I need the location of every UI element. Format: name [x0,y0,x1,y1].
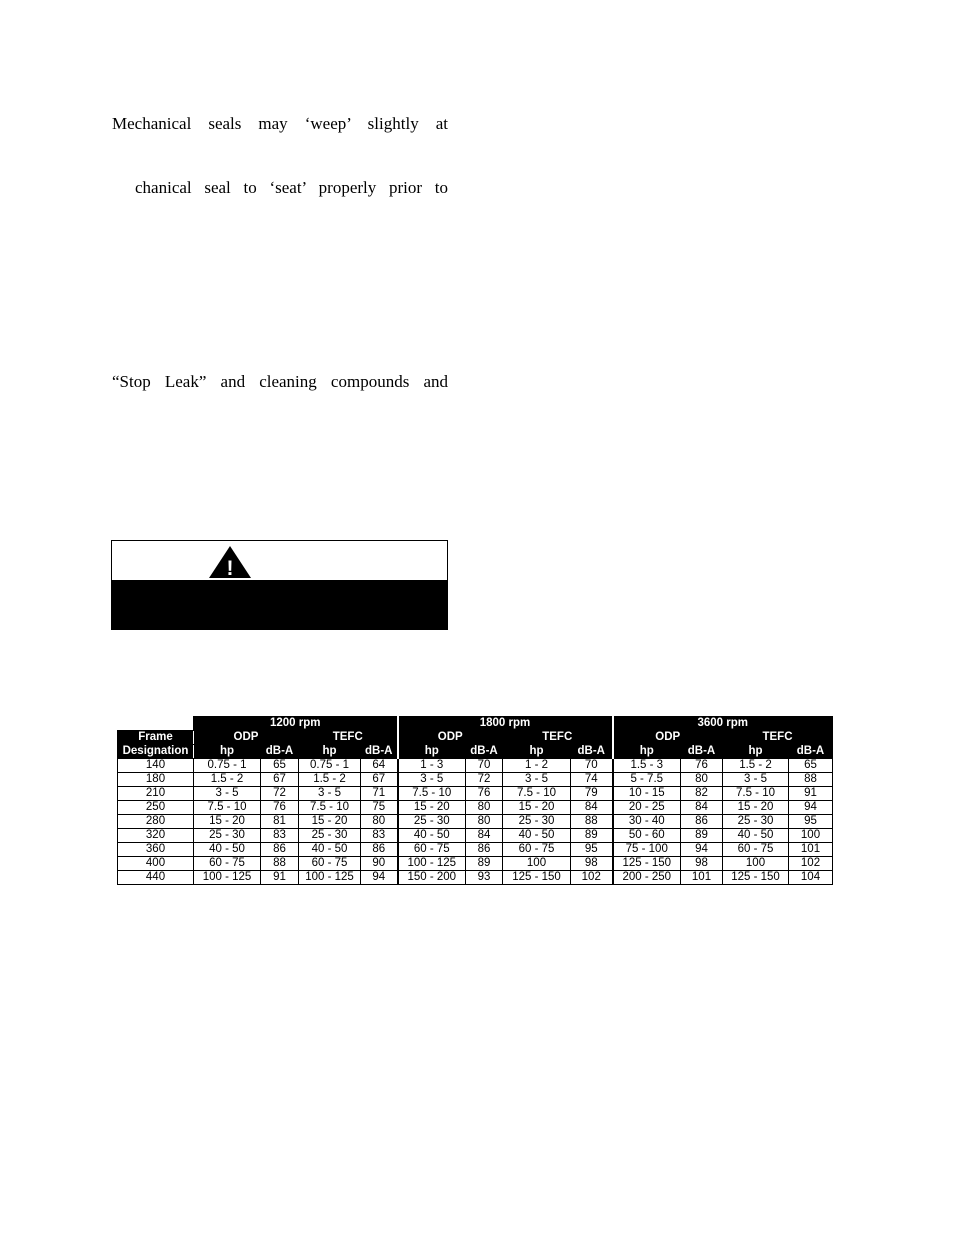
hp-cell: 1 - 2 [503,759,571,773]
dba-cell: 72 [261,787,299,801]
hp-cell: 100 - 125 [194,871,261,885]
warning-symbol: ! [226,557,234,579]
dba-cell: 70 [571,759,613,773]
hp-cell: 1.5 - 3 [613,759,681,773]
dba-cell: 93 [466,871,503,885]
hp-cell: 7.5 - 10 [398,787,466,801]
speed-header: 3600 rpm [613,717,833,731]
hp-cell: 3 - 5 [299,787,361,801]
hp-cell: 125 - 150 [723,871,789,885]
dba-cell: 91 [261,871,299,885]
hp-cell: 1.5 - 2 [723,759,789,773]
dba-cell: 95 [571,843,613,857]
hp-cell: 15 - 20 [299,815,361,829]
hp-cell: 7.5 - 10 [723,787,789,801]
hp-cell: 1 - 3 [398,759,466,773]
hp-cell: 25 - 30 [299,829,361,843]
hp-cell: 15 - 20 [398,801,466,815]
dba-cell: 75 [361,801,398,815]
table-row [118,871,833,885]
dba-cell: 89 [466,857,503,871]
dba-cell: 74 [571,773,613,787]
hp-cell: 40 - 50 [723,829,789,843]
hp-cell: 125 - 150 [503,871,571,885]
hp-cell: 100 [723,857,789,871]
dba-cell: 80 [466,815,503,829]
table-row [118,857,833,871]
paragraph-line-2: chanical seal to ‘seat’ properly prior to [135,178,448,197]
hp-cell: 1.5 - 2 [194,773,261,787]
hp-header: hp [613,745,681,759]
hp-cell: 60 - 75 [398,843,466,857]
dba-cell: 94 [361,871,398,885]
dba-cell: 90 [361,857,398,871]
frame-cell: 280 [118,815,194,829]
dba-cell: 98 [571,857,613,871]
hp-header: hp [723,745,789,759]
table-row [118,759,833,773]
dba-cell: 91 [789,787,833,801]
paragraph-line-3: “Stop Leak” and cleaning compounds and [112,372,448,391]
hp-cell: 60 - 75 [194,857,261,871]
dba-cell: 89 [571,829,613,843]
dba-cell: 80 [466,801,503,815]
dba-cell: 65 [789,759,833,773]
enclosure-header: ODP [398,731,503,745]
hp-cell: 60 - 75 [723,843,789,857]
dba-cell: 101 [789,843,833,857]
hp-cell: 3 - 5 [194,787,261,801]
dba-cell: 76 [261,801,299,815]
dba-header: dB-A [681,745,723,759]
hp-cell: 50 - 60 [613,829,681,843]
dba-cell: 95 [789,815,833,829]
hp-cell: 15 - 20 [503,801,571,815]
hp-cell: 40 - 50 [503,829,571,843]
dba-cell: 80 [681,773,723,787]
dba-cell: 88 [571,815,613,829]
warning-box [111,540,448,630]
enclosure-header: TEFC [723,731,833,745]
table-row [118,801,833,815]
table-row [118,773,833,787]
dba-header: dB-A [571,745,613,759]
hp-cell: 15 - 20 [194,815,261,829]
hp-cell: 3 - 5 [503,773,571,787]
speed-header: 1200 rpm [194,717,398,731]
hp-cell: 75 - 100 [613,843,681,857]
hp-cell: 40 - 50 [299,843,361,857]
frame-cell: 320 [118,829,194,843]
dba-cell: 64 [361,759,398,773]
dba-cell: 94 [681,843,723,857]
dba-cell: 76 [681,759,723,773]
frame-cell: 360 [118,843,194,857]
dba-cell: 67 [361,773,398,787]
noise-level-table [117,716,833,885]
table-row [118,829,833,843]
enclosure-header: ODP [194,731,299,745]
dba-cell: 104 [789,871,833,885]
dba-cell: 71 [361,787,398,801]
hp-cell: 100 - 125 [398,857,466,871]
dba-cell: 65 [261,759,299,773]
table-row [118,787,833,801]
dba-cell: 70 [466,759,503,773]
table-body [118,759,833,885]
speed-header: 1800 rpm [398,717,613,731]
hp-cell: 60 - 75 [299,857,361,871]
frame-cell: 250 [118,801,194,815]
hp-cell: 125 - 150 [613,857,681,871]
hp-cell: 100 [503,857,571,871]
dba-cell: 82 [681,787,723,801]
hp-cell: 25 - 30 [398,815,466,829]
dba-cell: 89 [681,829,723,843]
dba-cell: 100 [789,829,833,843]
dba-cell: 102 [571,871,613,885]
dba-cell: 84 [681,801,723,815]
frame-cell: 210 [118,787,194,801]
hp-cell: 3 - 5 [723,773,789,787]
table-row [118,843,833,857]
dba-header: dB-A [361,745,398,759]
designation-header: Designation [118,745,194,759]
hp-cell: 100 - 125 [299,871,361,885]
hp-cell: 60 - 75 [503,843,571,857]
dba-cell: 86 [466,843,503,857]
hp-cell: 5 - 7.5 [613,773,681,787]
frame-cell: 440 [118,871,194,885]
unit-header-row [118,745,833,759]
dba-cell: 67 [261,773,299,787]
hp-cell: 25 - 30 [503,815,571,829]
paragraph-line-1: Mechanical seals may ‘weep’ slightly at [112,114,448,133]
frame-cell: 400 [118,857,194,871]
speed-header-row [118,717,833,731]
dba-header: dB-A [466,745,503,759]
dba-cell: 86 [261,843,299,857]
hp-header: hp [503,745,571,759]
hp-cell: 0.75 - 1 [194,759,261,773]
hp-header: hp [299,745,361,759]
hp-cell: 0.75 - 1 [299,759,361,773]
hp-cell: 25 - 30 [723,815,789,829]
hp-cell: 20 - 25 [613,801,681,815]
dba-cell: 86 [361,843,398,857]
hp-cell: 150 - 200 [398,871,466,885]
table-row [118,815,833,829]
dba-cell: 84 [571,801,613,815]
dba-cell: 83 [261,829,299,843]
dba-cell: 84 [466,829,503,843]
frame-header: Frame [118,731,194,745]
dba-cell: 86 [681,815,723,829]
enclosure-header: TEFC [299,731,398,745]
hp-header: hp [194,745,261,759]
hp-cell: 3 - 5 [398,773,466,787]
hp-cell: 30 - 40 [613,815,681,829]
hp-cell: 1.5 - 2 [299,773,361,787]
dba-cell: 88 [789,773,833,787]
hp-cell: 7.5 - 10 [299,801,361,815]
hp-cell: 25 - 30 [194,829,261,843]
hp-cell: 200 - 250 [613,871,681,885]
dba-cell: 98 [681,857,723,871]
dba-cell: 94 [789,801,833,815]
dba-cell: 102 [789,857,833,871]
hp-cell: 7.5 - 10 [503,787,571,801]
frame-cell: 140 [118,759,194,773]
dba-cell: 81 [261,815,299,829]
warning-bar [112,580,447,629]
dba-cell: 101 [681,871,723,885]
hp-cell: 15 - 20 [723,801,789,815]
hp-cell: 40 - 50 [194,843,261,857]
hp-cell: 7.5 - 10 [194,801,261,815]
dba-header: dB-A [261,745,299,759]
dba-header: dB-A [789,745,833,759]
enclosure-header: ODP [613,731,723,745]
dba-cell: 76 [466,787,503,801]
dba-cell: 72 [466,773,503,787]
dba-cell: 88 [261,857,299,871]
hp-cell: 40 - 50 [398,829,466,843]
frame-cell: 180 [118,773,194,787]
hp-cell: 10 - 15 [613,787,681,801]
dba-cell: 83 [361,829,398,843]
dba-cell: 79 [571,787,613,801]
enclosure-header-row [118,731,833,745]
dba-cell: 80 [361,815,398,829]
enclosure-header: TEFC [503,731,613,745]
warning-triangle-icon [208,545,252,579]
hp-header: hp [398,745,466,759]
